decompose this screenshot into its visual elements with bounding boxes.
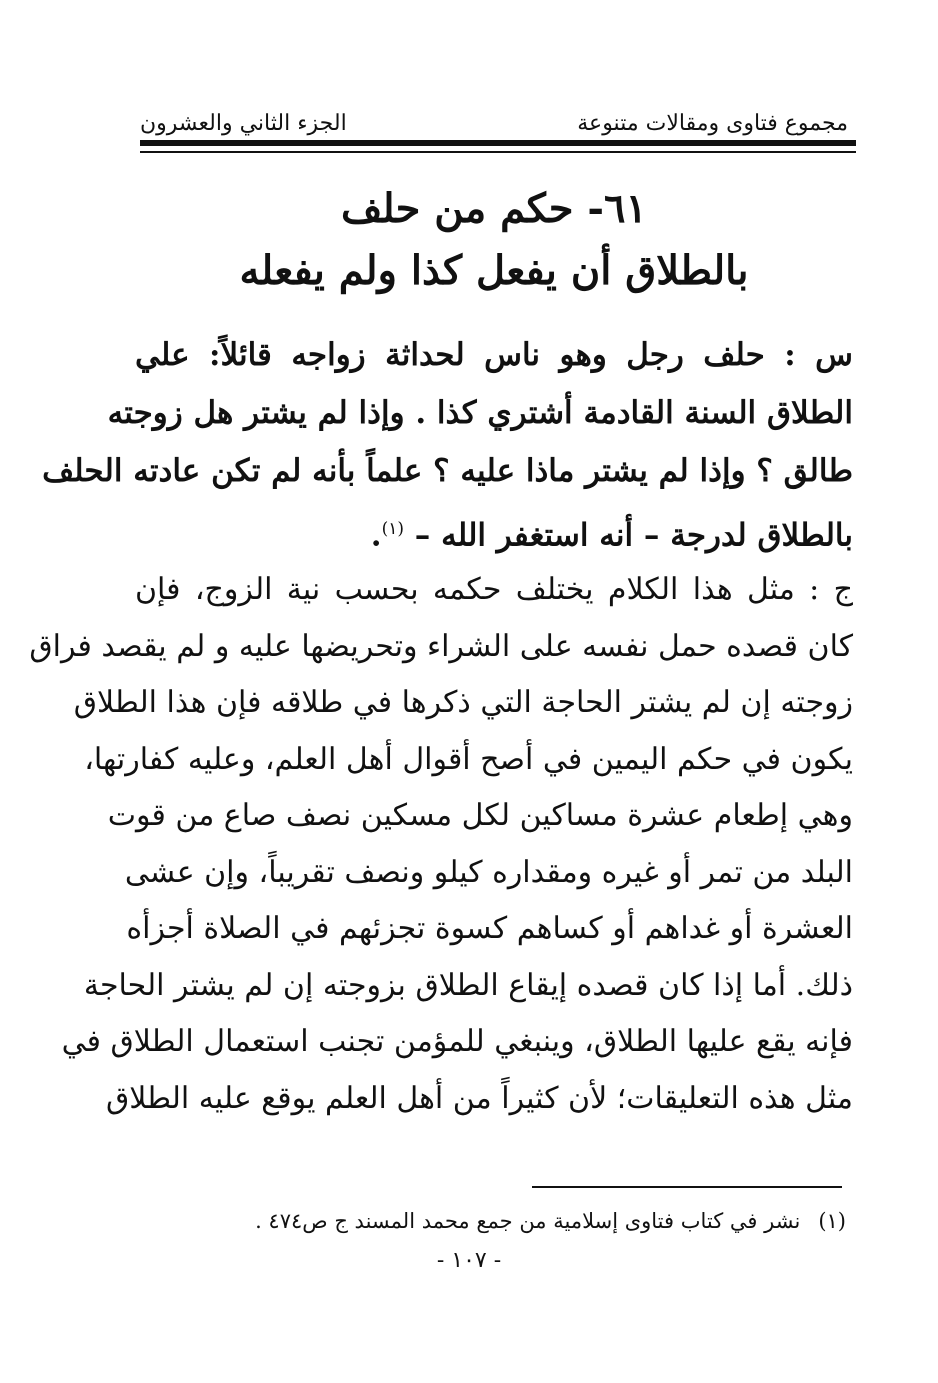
answer-paragraph: [29, 562, 853, 1127]
question-line: طالق ؟ وإذا لم يشتر ماذا عليه ؟ علماً بأنه لم تكن عادته الحلف: [42, 453, 853, 489]
header-volume: الجزء الثاني والعشرون: [140, 111, 347, 136]
answer-line: فإنه يقع عليها الطلاق، وينبغي للمؤمن تجنب استعمال الطلاق في: [61, 1024, 853, 1059]
answer-line: البلد من تمر أو غيره ومقداره كيلو ونصف تقريباً، وإن عشى: [124, 854, 853, 890]
answer-line: وهي إطعام عشرة مساكين لكل مسكين نصف صاع من قوت: [107, 798, 853, 833]
footnote-number: (١): [818, 1209, 846, 1233]
answer-line: زوجته إن لم يشتر الحاجة التي ذكرها في طلاقه فإن هذا الطلاق: [73, 685, 853, 720]
running-header: [140, 100, 848, 136]
answer-line: يكون في حكم اليمين في أصح أقوال أهل العلم، وعليه كفارتها،: [84, 741, 853, 777]
question-line-text: بالطلاق لدرجة – أنه استغفر الله –: [414, 517, 853, 554]
answer-line: ذلك. أما إذا كان قصده إيقاع الطلاق بزوجته إن لم يشتر الحاجة: [83, 967, 853, 1003]
title-line-2: بالطلاق أن يفعل كذا ولم يفعله: [239, 247, 749, 294]
question-line: الطلاق السنة القادمة أشتري كذا . وإذا لم يشتر هل زوجته: [107, 395, 853, 431]
question-line: س : حلف رجل وهو ناس لحداثة زواجه قائلاً: علي: [135, 337, 853, 373]
header-rule-thin: [140, 151, 856, 153]
footnote-separator: [532, 1186, 842, 1188]
header-rule-thick: [140, 140, 856, 146]
answer-line: العشرة أو غداهم أو كساهم كسوة تجزئهم في الصلاة أجزأه: [126, 911, 853, 946]
answer-line: كان قصده حمل نفسه على الشراء وتحريضها عليه و لم يقصد فراق: [29, 628, 853, 664]
footnote-reference: (١): [381, 519, 404, 539]
title-line-1: ٦١- حكم من حلف: [340, 185, 648, 232]
page-number: - ١٠٧ -: [436, 1248, 502, 1273]
answer-line: مثل هذه التعليقات؛ لأن كثيراً من أهل العلم يوقع عليه الطلاق: [106, 1080, 853, 1116]
question-line-last: [135, 500, 853, 564]
answer-line: ج : مثل هذا الكلام يختلف حكمه بحسب نية الزوج، فإن: [135, 572, 853, 607]
fatwa-title: [140, 178, 848, 302]
footnote: [140, 1205, 846, 1237]
header-book-title: مجموع فتاوى ومقالات متنوعة: [577, 111, 848, 136]
footnote-text: نشر في كتاب فتاوى إسلامية من جمع محمد المسند ج ص٤٧٤ .: [255, 1209, 801, 1233]
question-end-mark: .: [370, 517, 382, 554]
question-paragraph: [42, 326, 853, 564]
